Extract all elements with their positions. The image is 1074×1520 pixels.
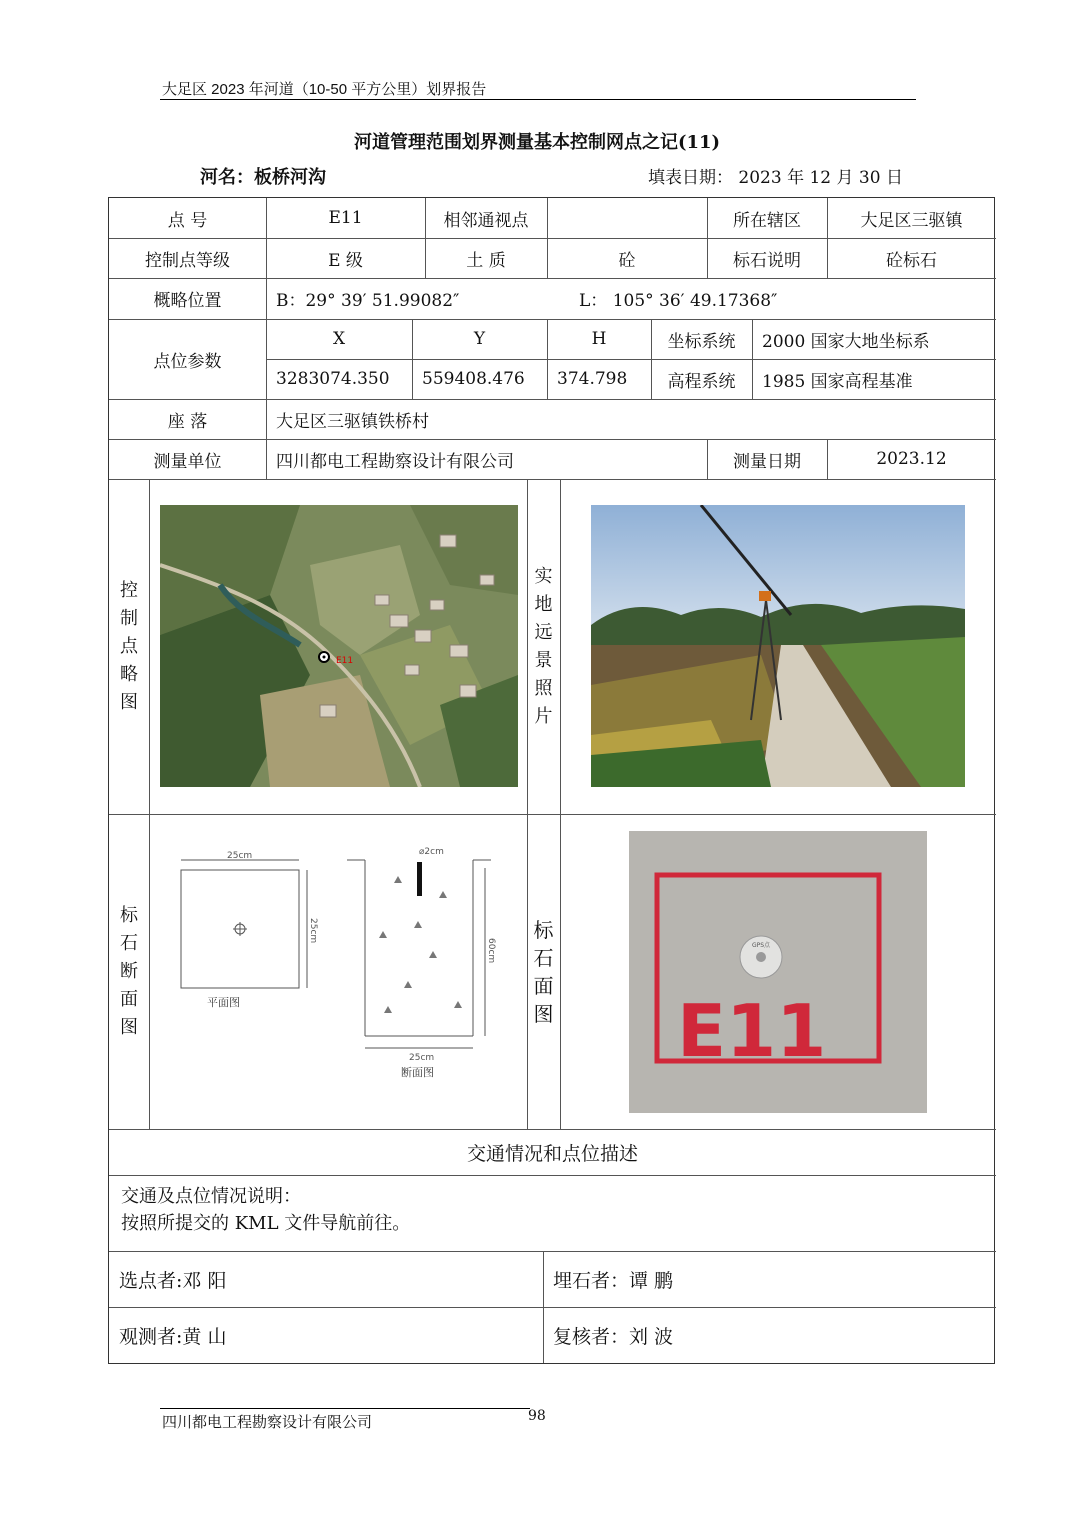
- traffic-line-2: 按照所提交的 KML 文件导航前往。: [121, 1213, 411, 1234]
- plan-dim-side: 25cm: [308, 918, 318, 944]
- traffic-line-1: 交通及点位情况说明：: [121, 1186, 301, 1207]
- y-value: 559408.476: [422, 369, 525, 389]
- header-rule: [160, 99, 916, 100]
- section-label: 标 石 断 面 图: [120, 904, 138, 1038]
- river-name: 河名：板桥河沟: [200, 167, 326, 188]
- control-point-table: [108, 197, 995, 1364]
- page-title: 河道管理范围划界测量基本控制网点之记(11): [353, 132, 721, 153]
- soil-label: 土 质: [466, 250, 506, 271]
- section-dim-top: ⌀2cm: [419, 847, 444, 857]
- coord-sys: 2000 国家大地坐标系: [762, 331, 930, 352]
- soil: 砼: [618, 250, 636, 271]
- unit-label: 测量单位: [153, 451, 222, 472]
- satellite-map: [160, 505, 518, 787]
- approx-lon: L： 105° 36′ 49.17368″: [579, 291, 778, 311]
- h-value: 374.798: [557, 369, 628, 389]
- district: 大足区三驱镇: [860, 210, 963, 231]
- disc-text: GPS点: [751, 942, 771, 949]
- plan-view: [181, 860, 307, 988]
- height-sys-label: 高程系统: [667, 371, 736, 392]
- stone-face-photo: [629, 831, 927, 1113]
- section-dim-bottom: 25cm: [409, 1053, 435, 1063]
- page-number: 98: [528, 1408, 546, 1424]
- observer: 观测者:黄 山: [119, 1325, 227, 1348]
- x-label: X: [332, 329, 346, 349]
- traffic-heading: 交通情况和点位描述: [466, 1142, 638, 1165]
- surface-label: 标 石 面 图: [533, 917, 554, 1026]
- footer-company: 四川都电工程勘察设计有限公司: [162, 1414, 373, 1431]
- checker: 复核者：刘 波: [553, 1325, 674, 1348]
- stone-face-label: E11: [677, 989, 827, 1073]
- stone-label: 标石说明: [733, 250, 801, 271]
- plan-dim-top: 25cm: [227, 851, 253, 861]
- survey-unit: 四川都电工程勘察设计有限公司: [276, 451, 514, 472]
- approx-lat: B：29° 39′ 51.99082″: [276, 291, 460, 311]
- plan-caption: 平面图: [207, 996, 240, 1009]
- footer-rule: [160, 1408, 530, 1409]
- approx-label: 概略位置: [153, 291, 222, 311]
- neighbor-value: [547, 198, 707, 238]
- photo-label: 实 地 远 景 照 片: [534, 565, 553, 727]
- section-caption: 断面图: [401, 1066, 434, 1079]
- grade-label: 控制点等级: [145, 250, 230, 271]
- district-label: 所在辖区: [733, 210, 801, 231]
- fill-date: 填表日期： 2023 年 12 月 30 日: [648, 168, 903, 188]
- survey-date-label: 测量日期: [733, 451, 801, 472]
- stone-section-diagram: [169, 838, 519, 1108]
- y-label: Y: [473, 329, 486, 349]
- field-photo: [591, 505, 965, 787]
- stone: 砼标石: [886, 250, 937, 271]
- burier: 埋石者：谭 鹏: [553, 1269, 674, 1292]
- point-no: E11: [328, 208, 363, 228]
- sketch-label: 控 制 点 略 图: [120, 579, 138, 713]
- neighbor-label: 相邻通视点: [443, 210, 529, 231]
- h-label: H: [591, 329, 607, 349]
- x-value: 3283074.350: [276, 369, 390, 389]
- params-label: 点位参数: [153, 351, 222, 372]
- point-no-label: 点 号: [167, 210, 208, 231]
- coord-sys-label: 坐标系统: [667, 331, 736, 352]
- section-dim-side: 60cm: [486, 938, 496, 964]
- report-header: 大足区 2023 年河道（10-50 平方公里）划界报告: [162, 81, 487, 98]
- location: 大足区三驱镇铁桥村: [276, 411, 429, 432]
- grade: E 级: [328, 250, 363, 271]
- map-point-label: E11: [336, 656, 354, 666]
- survey-date: 2023.12: [876, 449, 947, 469]
- selector: 选点者:邓 阳: [119, 1269, 227, 1292]
- location-label: 座 落: [167, 411, 208, 432]
- height-sys: 1985 国家高程基准: [762, 371, 913, 392]
